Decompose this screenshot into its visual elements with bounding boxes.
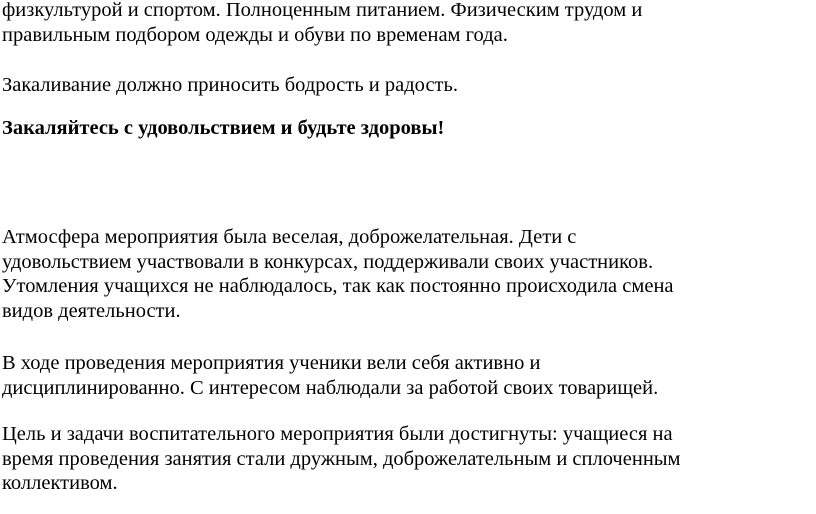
paragraph-atmosphere: Атмосфера мероприятия была веселая, доброжелательная. Дети с удовольствием участвовали в конкурсах, поддерживали своих участников. Утомления учащихся не наблюдалось, так как постоянно происходила смена видов деятельности. bbox=[2, 226, 674, 322]
paragraph-goals-achieved: Цель и задачи воспитательного мероприятия были достигнуты: учащиеся на время проведения занятия стали дружным, доброжелательным и сплоченным коллективом. bbox=[2, 423, 681, 494]
paragraph-behavior: В ходе проведения мероприятия ученики вели себя активно и дисциплинированно. С интересом наблюдали за работой своих товарищей. bbox=[2, 352, 659, 399]
paragraph-health-factors: физкультурой и спортом. Полноценным питанием. Физическим трудом и правильным подбором одежды и обуви по временам года. bbox=[2, 0, 643, 46]
paragraph-hardening-joy: Закаливание должно приносить бодрость и радость. bbox=[2, 74, 458, 96]
paragraph-slogan: Закаляйтесь с удовольствием и будьте здоровы! bbox=[2, 117, 445, 139]
